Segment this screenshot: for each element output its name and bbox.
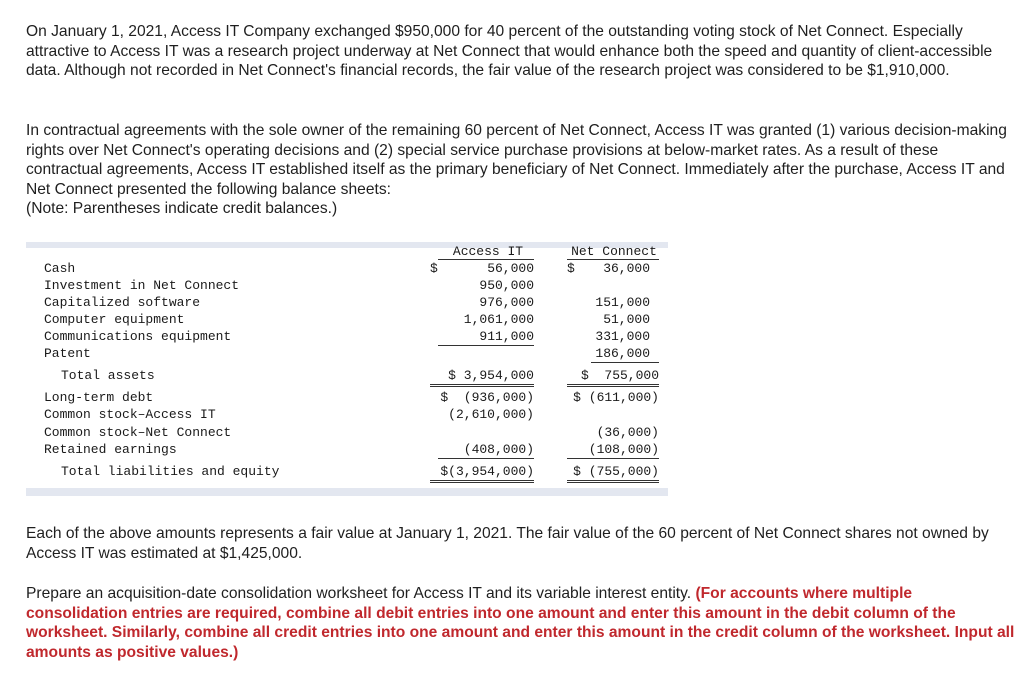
row-label-common-stock-access-it: Common stock–Access IT bbox=[44, 407, 216, 422]
row-label-communications-equipment: Communications equipment bbox=[44, 329, 232, 344]
communications-equipment-net-connect: 331,000 bbox=[595, 329, 650, 344]
capitalized-software-access-it: 976,000 bbox=[479, 295, 534, 310]
row-label-cash: Cash bbox=[44, 261, 76, 276]
cash-net-connect: 36,000 bbox=[603, 261, 650, 276]
cash-net-connect-currency: $ bbox=[567, 261, 575, 276]
investment-access-it: 950,000 bbox=[479, 278, 534, 293]
total-liabilities-double-line-net-connect bbox=[567, 480, 659, 481]
assets-underline-net-connect bbox=[591, 362, 659, 363]
total-assets-access-it: $ 3,954,000 bbox=[448, 368, 534, 383]
communications-equipment-access-it: 911,000 bbox=[479, 329, 534, 344]
total-liabilities-equity-access-it: $(3,954,000) bbox=[440, 464, 534, 479]
long-term-debt-net-connect: $ (611,000) bbox=[573, 390, 659, 405]
total-assets-double-line-net-connect bbox=[567, 384, 659, 385]
liabilities-underline-net-connect bbox=[567, 458, 659, 459]
retained-earnings-net-connect: (108,000) bbox=[588, 442, 659, 457]
row-label-investment: Investment in Net Connect bbox=[44, 278, 240, 293]
header-underline-net-connect bbox=[567, 259, 659, 260]
retained-earnings-access-it: (408,000) bbox=[463, 442, 534, 457]
header-net-connect: Net Connect bbox=[571, 244, 657, 259]
balance-sheet-table bbox=[26, 242, 668, 496]
liabilities-underline-access-it bbox=[438, 458, 534, 459]
intro-paragraph-2 bbox=[26, 121, 1016, 219]
header-access-it: Access IT bbox=[452, 244, 524, 259]
patent-net-connect: 186,000 bbox=[595, 346, 650, 361]
common-stock-access-it-value: (2,610,000) bbox=[448, 407, 534, 422]
total-liabilities-equity-net-connect: $ (755,000) bbox=[573, 464, 659, 479]
row-label-total-assets: Total assets bbox=[61, 368, 155, 383]
credit-balance-note: (Note: Parentheses indicate credit balances.) bbox=[26, 200, 338, 217]
long-term-debt-access-it: $ (936,000) bbox=[440, 390, 534, 405]
cash-access-it: 56,000 bbox=[487, 261, 534, 276]
row-label-patent: Patent bbox=[44, 346, 91, 361]
computer-equipment-net-connect: 51,000 bbox=[603, 312, 650, 327]
total-assets-double-line-access-it bbox=[430, 384, 534, 385]
row-label-long-term-debt: Long-term debt bbox=[44, 390, 154, 405]
intro-paragraph-2-text: In contractual agreements with the sole owner of the remaining 60 percent of Net Connect, Access IT was granted (1) various decision-making rights over Net Connect's operating decisions and (2) special service purchase provisions at below-market rates. As a result of these contractual agreements, Access IT established itself as the primary beneficiary of Net Connect. Immediately after the purchase, Access IT and Net Connect presented the following balance sheets: bbox=[26, 122, 1007, 198]
instructions-text: Prepare an acquisition-date consolidation worksheet for Access IT and its variable interest entity. bbox=[26, 585, 696, 602]
table-bottom-shade bbox=[26, 488, 668, 496]
row-label-capitalized-software: Capitalized software bbox=[44, 295, 201, 310]
common-stock-net-connect-value: (36,000) bbox=[596, 425, 659, 440]
total-assets-net-connect: $ 755,000 bbox=[580, 368, 659, 383]
assets-underline-access-it bbox=[438, 345, 534, 346]
row-label-retained-earnings: Retained earnings bbox=[44, 442, 177, 457]
header-underline-access-it bbox=[438, 259, 534, 260]
intro-paragraph-1: On January 1, 2021, Access IT Company exchanged $950,000 for 40 percent of the outstanding voting stock of Net Connect. Especially attractive to Access IT was a research project underway at Net Connect that would enhance both the speed and quantity of client-accessible data. Although not recorded in Net Connect's financial records, the fair value of the research project was considered to be $1,910,000. bbox=[26, 23, 993, 79]
total-liabilities-double-line-access-it bbox=[430, 480, 534, 481]
instructions-paragraph bbox=[26, 584, 1016, 662]
fair-value-paragraph: Each of the above amounts represents a fair value at January 1, 2021. The fair value of the 60 percent of Net Connect shares not owned by Access IT was estimated at $1,425,000. bbox=[26, 525, 989, 562]
capitalized-software-net-connect: 151,000 bbox=[595, 295, 650, 310]
instructions-bold-note: (For accounts where multiple consolidation entries are required, combine all debit entries into one amount and enter this amount in the debit column of the worksheet. Similarly, combine all credit entries into one amount and enter this amount in the credit column of the worksheet. Input all amounts as positive values.) bbox=[26, 585, 1015, 661]
row-label-computer-equipment: Computer equipment bbox=[44, 312, 185, 327]
row-label-common-stock-net-connect: Common stock–Net Connect bbox=[44, 425, 232, 440]
cash-access-it-currency: $ bbox=[430, 261, 438, 276]
row-label-total-liabilities-equity: Total liabilities and equity bbox=[61, 464, 280, 479]
computer-equipment-access-it: 1,061,000 bbox=[463, 312, 534, 327]
